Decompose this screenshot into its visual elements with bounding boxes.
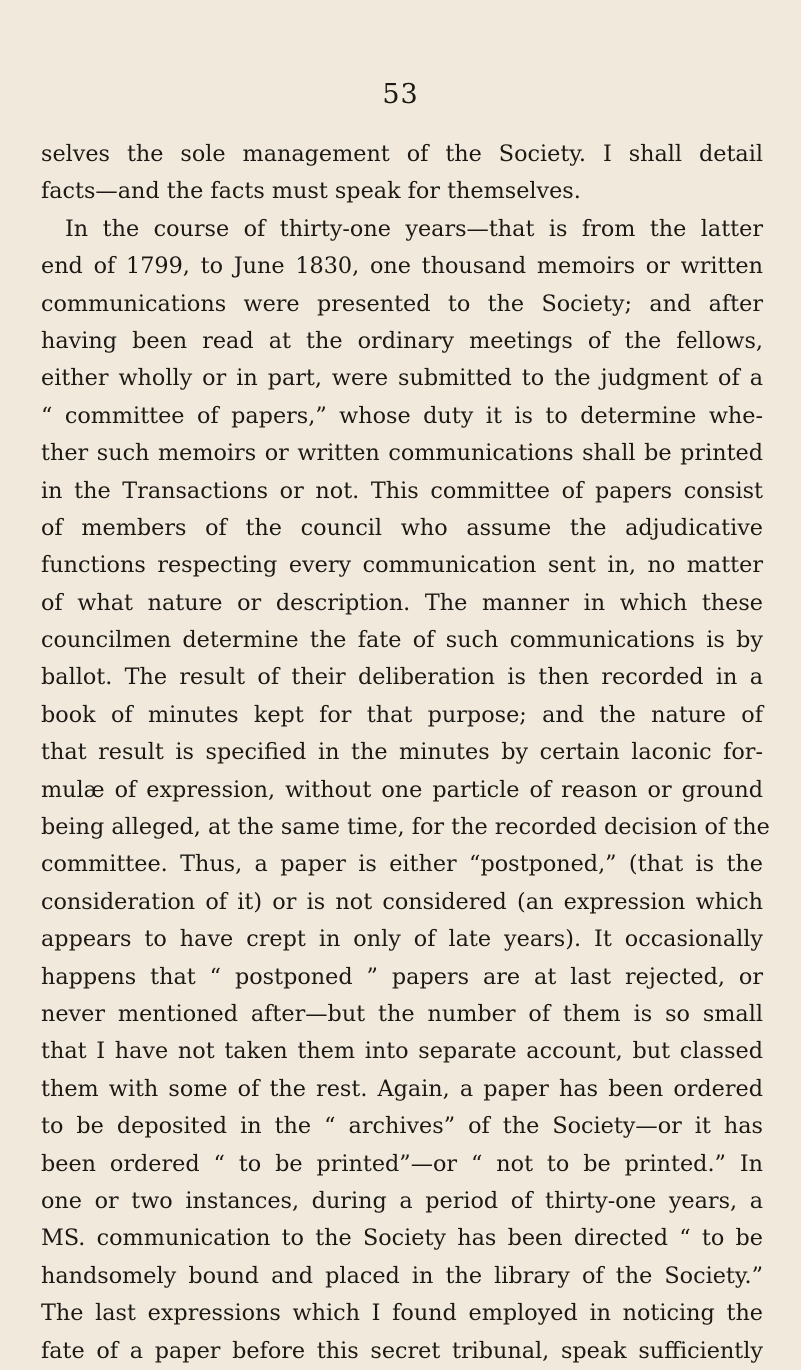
text-line: that I have not taken them into separate account, but classed bbox=[41, 1038, 763, 1065]
text-line: facts—and the facts must speak for themselves. bbox=[41, 178, 581, 205]
text-line: functions respecting every communication sent in, no matter bbox=[41, 552, 763, 579]
text-line: handsomely bound and placed in the library of the Society.” bbox=[41, 1262, 763, 1289]
text-line: communications were presented to the Society; and after bbox=[41, 290, 763, 317]
text-line: selves the sole management of the Society. I shall detail bbox=[41, 141, 763, 167]
text-line: committee. Thus, a paper is either “postponed,” (that is the bbox=[41, 851, 763, 878]
text-line: “ committee of papers,” whose duty it is to determine whe- bbox=[41, 402, 763, 429]
text-line: being alleged, at the same time, for the recorded decision of the bbox=[41, 814, 770, 841]
text-line: appears to have crept in only of late years). It occasionally bbox=[41, 926, 763, 953]
text-line: either wholly or in part, were submitted to the judgment of a bbox=[41, 365, 763, 392]
text-line: them with some of the rest. Again, a paper has been ordered bbox=[41, 1075, 763, 1102]
text-line: book of minutes kept for that purpose; and the nature of bbox=[41, 701, 763, 728]
text-line: of members of the council who assume the adjudicative bbox=[41, 514, 763, 541]
text-line: that result is specified in the minutes by certain laconic for- bbox=[41, 739, 763, 766]
text-line: ther such memoirs or written communications shall be printed bbox=[41, 440, 763, 467]
page-number: 53 bbox=[382, 79, 419, 110]
text-line: to be deposited in the “ archives” of the Society—or it has bbox=[41, 1113, 763, 1140]
text-line: The last expressions which I found employed in noticing the bbox=[41, 1300, 763, 1327]
text-line: of what nature or description. The manner in which these bbox=[41, 589, 763, 616]
text-line: fate of a paper before this secret tribunal, speak sufficiently bbox=[41, 1337, 763, 1364]
text-line: ballot. The result of their deliberation is then recorded in a bbox=[41, 664, 763, 691]
text-line: been ordered “ to be printed”—or “ not to be printed.” In bbox=[41, 1150, 763, 1177]
text-line: happens that “ postponed ” papers are at last rejected, or bbox=[41, 963, 763, 990]
text-line: end of 1799, to June 1830, one thousand memoirs or written bbox=[41, 253, 763, 280]
text-line: one or two instances, during a period of thirty-one years, a bbox=[41, 1187, 763, 1214]
text-line: councilmen determine the fate of such communications is by bbox=[41, 627, 763, 654]
text-line: consideration of it) or is not considered (an expression which bbox=[41, 888, 763, 915]
text-line: having been read at the ordinary meetings of the fellows, bbox=[41, 327, 763, 354]
text-line: mulæ of expression, without one particle of reason or ground bbox=[41, 776, 763, 803]
text-line: in the Transactions or not. This committee of papers consist bbox=[41, 477, 763, 504]
text-line: never mentioned after—but the number of them is so small bbox=[41, 1000, 763, 1027]
text-line: In the course of thirty-one years—that is from the latter bbox=[65, 215, 763, 242]
text-line: MS. communication to the Society has been directed “ to be bbox=[41, 1225, 763, 1252]
body-text bbox=[41, 136, 770, 1370]
